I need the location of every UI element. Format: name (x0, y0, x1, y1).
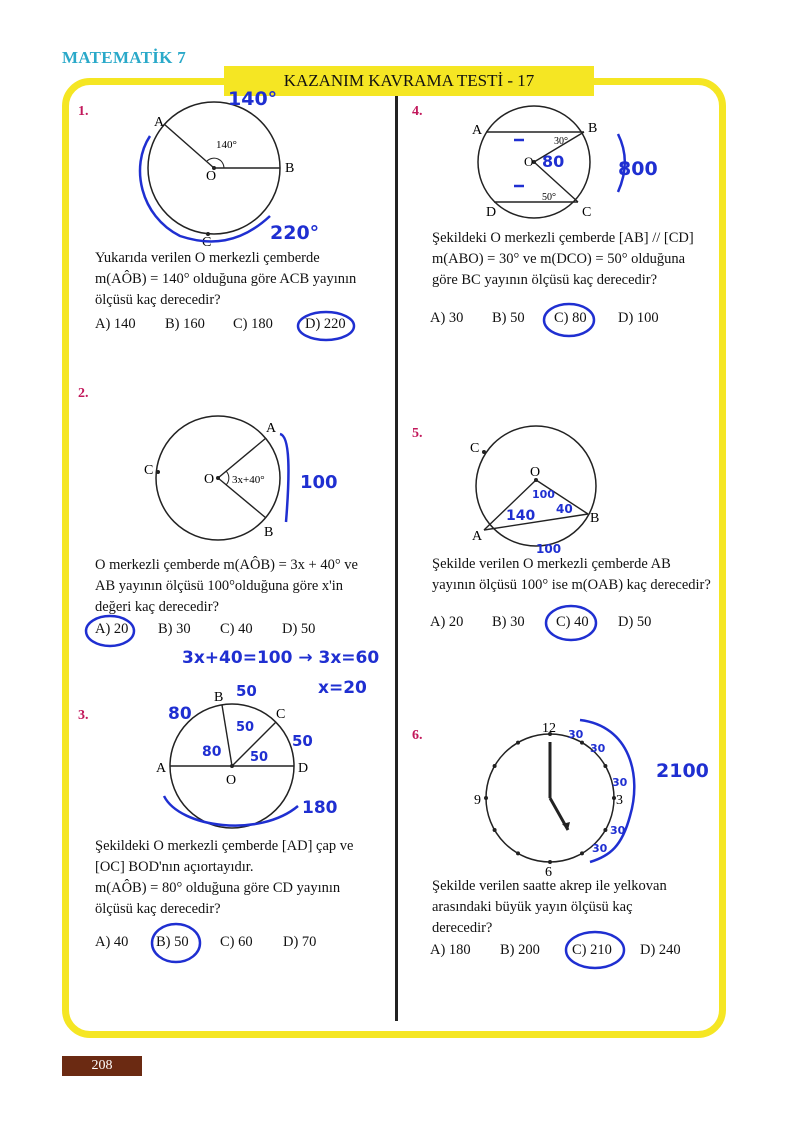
q1-option-b[interactable]: B) 160 (165, 316, 205, 332)
q6-ink-arc (580, 720, 634, 862)
q1-ink-220: 220° (270, 222, 320, 244)
q5-answer-circle (544, 604, 600, 642)
q5-option-a[interactable]: A) 20 (430, 614, 464, 630)
q5-ink-100-b: 100 (536, 542, 562, 556)
q1-option-a[interactable]: A) 140 (95, 316, 136, 332)
q6-ink-30-c: 30 (612, 776, 628, 789)
column-divider (395, 96, 398, 1021)
q5-label-a: A (472, 529, 483, 544)
q5-option-c[interactable]: C) 40 (556, 614, 589, 630)
q1-answer-circle (296, 310, 358, 342)
q4-label-a2: 50° (542, 192, 556, 203)
q3-label-a: A (156, 761, 167, 776)
q4-label-a: A (472, 123, 483, 138)
q5-figure (466, 420, 606, 550)
q1-label-angle: 140° (216, 139, 237, 151)
page-number: 208 (62, 1056, 142, 1076)
q3-ink-50-d: 50 (250, 750, 269, 765)
q5-label-o: O (530, 465, 541, 480)
q4-option-c[interactable]: C) 80 (554, 310, 587, 326)
q3-label-o: O (226, 773, 237, 788)
q6-number: 6. (412, 728, 423, 743)
q6-option-a[interactable]: A) 180 (430, 942, 471, 958)
q5-option-b[interactable]: B) 30 (492, 614, 525, 630)
q2-angle-arc (226, 471, 229, 485)
q2-ink-result: x=20 (318, 678, 367, 698)
q2-ink-equation: 3x+40=100 → 3x=60 (182, 648, 380, 668)
q5-option-d[interactable]: D) 50 (618, 614, 652, 630)
q2-ink-brace (280, 434, 288, 522)
q3-option-a[interactable]: A) 40 (95, 934, 129, 950)
q4-answer-circle (542, 302, 598, 338)
q5-number: 5. (412, 426, 423, 441)
q4-label-c: C (582, 205, 592, 220)
q4-option-b[interactable]: B) 50 (492, 310, 525, 326)
q3-label-c: C (276, 707, 286, 722)
q6-label-6: 6 (545, 865, 552, 880)
q3-ink-50-b: 50 (292, 732, 313, 750)
q6-answer-circle (564, 930, 628, 970)
q3-ink-80-b: 80 (202, 744, 222, 760)
q3-ink-180: 180 (302, 798, 338, 818)
q6-label-12: 12 (542, 721, 556, 736)
q4-option-d[interactable]: D) 100 (618, 310, 659, 326)
q6-figure (470, 716, 640, 880)
q2-label-b: B (264, 525, 274, 540)
q6-label-9: 9 (474, 793, 481, 808)
q4-ink-800: 800 (618, 158, 658, 180)
q1-label-a: A (154, 115, 165, 130)
q4-text: Şekildeki O merkezli çemberde [AB] // [CD] m(ABO) = 30° ve m(DCO) = 50° olduğuna göre BC yayının ölçüsü kaç derecedir? (432, 230, 694, 288)
q3-option-b[interactable]: B) 50 (156, 934, 189, 950)
q3-center-dot (230, 764, 234, 768)
q4-ink-80: 80 (542, 152, 565, 171)
q5-label-b: B (590, 511, 600, 526)
q3-answer-circle (150, 922, 206, 964)
q6-ink-30-a: 30 (568, 728, 584, 741)
q5-ink-140: 140 (506, 508, 536, 524)
q2-text: O merkezli çemberde m(AÔB) = 3x + 40° ve AB yayının ölçüsü 100°olduğuna göre x'in değeri kaç derecedir? (95, 557, 358, 615)
q6-text: Şekilde verilen saatte akrep ile yelkovan arasındaki büyük yayın ölçüsü kaç derecedir? (432, 878, 667, 936)
q4-label-o: O (524, 154, 534, 169)
q6-label-3: 3 (616, 793, 623, 808)
q1-ink-arc (140, 136, 270, 241)
q2-number: 2. (78, 386, 89, 401)
q1-label-o: O (206, 169, 217, 184)
q5-point-c (482, 450, 486, 454)
subject-title: MATEMATİK 7 (62, 48, 187, 67)
q3-radius-ob (222, 705, 232, 766)
q2-option-b[interactable]: B) 30 (158, 621, 191, 637)
q1-text: Yukarıda verilen O merkezli çemberde m(AÔB) = 140° olduğuna göre ACB yayının ölçüsü kaç derecedir? (95, 250, 357, 308)
q3-option-d[interactable]: D) 70 (283, 934, 317, 950)
q2-label-c: C (144, 463, 154, 478)
q3-ink-80-a: 80 (168, 704, 192, 724)
q1-angle-arc (207, 158, 224, 168)
q1-option-c[interactable]: C) 180 (233, 316, 273, 332)
q3-label-d: D (298, 761, 309, 776)
q3-ink-50-a: 50 (236, 682, 257, 700)
q1-number: 1. (78, 104, 89, 119)
q5-ink-40: 40 (556, 502, 573, 516)
q5-label-c: C (470, 441, 480, 456)
q1-radius-oa (164, 124, 214, 168)
q3-label-b: B (214, 690, 224, 705)
q5-ink-100-a: 100 (532, 488, 555, 501)
q4-label-a1: 30° (554, 136, 568, 147)
q3-number: 3. (78, 708, 89, 723)
q2-center-dot (216, 476, 220, 480)
q6-option-b[interactable]: B) 200 (500, 942, 540, 958)
q3-ink-arc (164, 796, 298, 826)
q6-option-d[interactable]: D) 240 (640, 942, 681, 958)
q2-label-a: A (266, 421, 277, 436)
q6-ink-30-b: 30 (590, 742, 606, 755)
q6-ink-30-d: 30 (610, 824, 626, 837)
q2-label-angle: 3x+40° (232, 474, 265, 486)
q3-option-c[interactable]: C) 60 (220, 934, 253, 950)
test-title: KAZANIM KAVRAMA TESTİ - 17 (224, 66, 594, 96)
q2-point-c (156, 470, 160, 474)
q2-answer-circle (84, 614, 140, 648)
q4-number: 4. (412, 104, 423, 119)
q2-ink-100: 100 (300, 472, 338, 493)
q3-ink-50-c: 50 (236, 720, 255, 735)
q2-radius-oa (218, 438, 266, 478)
q6-ink-30-e: 30 (592, 842, 608, 855)
q2-option-d[interactable]: D) 50 (282, 621, 316, 637)
q5-text: Şekilde verilen O merkezli çemberde AB yayının ölçüsü 100° ise m(OAB) kaç derecedir? (432, 556, 711, 593)
q6-ink-2100: 2100 (656, 760, 709, 782)
q1-label-b: B (285, 161, 295, 176)
q2-option-c[interactable]: C) 40 (220, 621, 253, 637)
q1-ink-140: 140° (228, 88, 278, 110)
q4-option-a[interactable]: A) 30 (430, 310, 464, 326)
q2-option-a[interactable]: A) 20 (95, 621, 129, 637)
q6-option-c[interactable]: C) 210 (572, 942, 612, 958)
q2-label-o: O (204, 472, 215, 487)
q4-label-d: D (486, 205, 497, 220)
q4-figure (468, 104, 608, 224)
q1-option-d[interactable]: D) 220 (305, 316, 346, 332)
q3-text: Şekildeki O merkezli çemberde [AD] çap ve [OC] BOD'nın açıortayıdır. m(AÔB) = 80° olduğuna göre CD yayının ölçüsü kaç derecedir? (95, 838, 354, 917)
q5-chord-ab (484, 514, 588, 530)
q1-label-c: C (202, 235, 212, 250)
q4-label-b: B (588, 121, 598, 136)
